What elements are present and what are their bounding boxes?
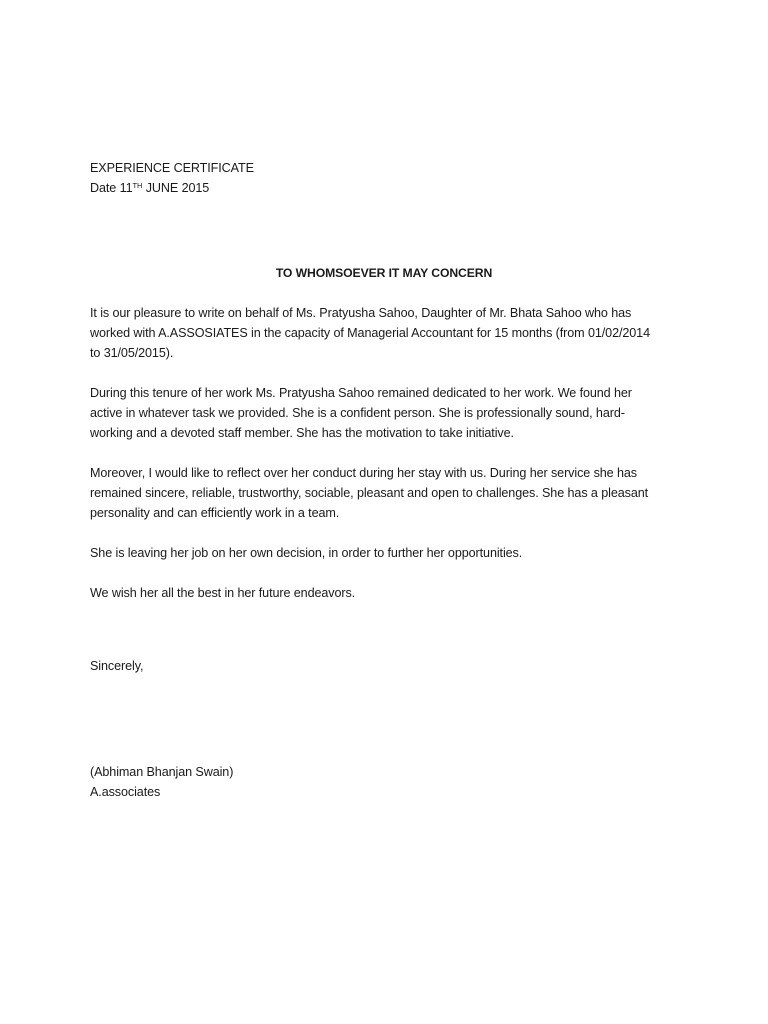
paragraph-line: She is leaving her job on her own decision, in order to further her opportunities. [90,546,523,560]
document-date [90,178,209,198]
document-title: EXPERIENCE CERTIFICATE [90,161,254,175]
paragraph-line: We wish her all the best in her future endeavors. [90,586,356,600]
paragraph-1 [90,303,680,363]
date-suffix: JUNE 2015 [142,181,210,195]
paragraph-line: personality and can efficiently work in a team. [90,506,340,520]
paragraph-line: working and a devoted staff member. She has the motivation to take initiative. [90,426,514,440]
paragraph-5 [90,583,680,603]
closing: Sincerely, [90,659,144,673]
paragraph-line: active in whatever task we provided. She is a confident person. She is professionally sound, hard- [90,406,625,420]
paragraph-line: It is our pleasure to write on behalf of Ms. Pratyusha Sahoo, Daughter of Mr. Bhata Sahoo who has [90,306,632,320]
date-superscript: TH [132,181,143,190]
salutation-heading: TO WHOMSOEVER IT MAY CONCERN [275,266,493,280]
signatory-name: (Abhiman Bhanjan Swain) [90,765,234,779]
paragraph-4 [90,543,680,563]
date-prefix: Date 11 [90,181,133,195]
paragraph-line: to 31/05/2015). [90,346,174,360]
paragraph-3 [90,463,680,523]
paragraph-line: worked with A.ASSOSIATES in the capacity of Managerial Accountant for 15 months (from 01/02/2014 [90,326,650,340]
paragraph-2 [90,383,680,443]
paragraph-line: remained sincere, reliable, trustworthy, sociable, pleasant and open to challenges. She has a pleasant [90,486,649,500]
paragraph-line: Moreover, I would like to reflect over her conduct during her stay with us. During her service she has [90,466,637,480]
signatory-company: A.associates [90,785,161,799]
paragraph-line: During this tenure of her work Ms. Pratyusha Sahoo remained dedicated to her work. We found her [90,386,632,400]
